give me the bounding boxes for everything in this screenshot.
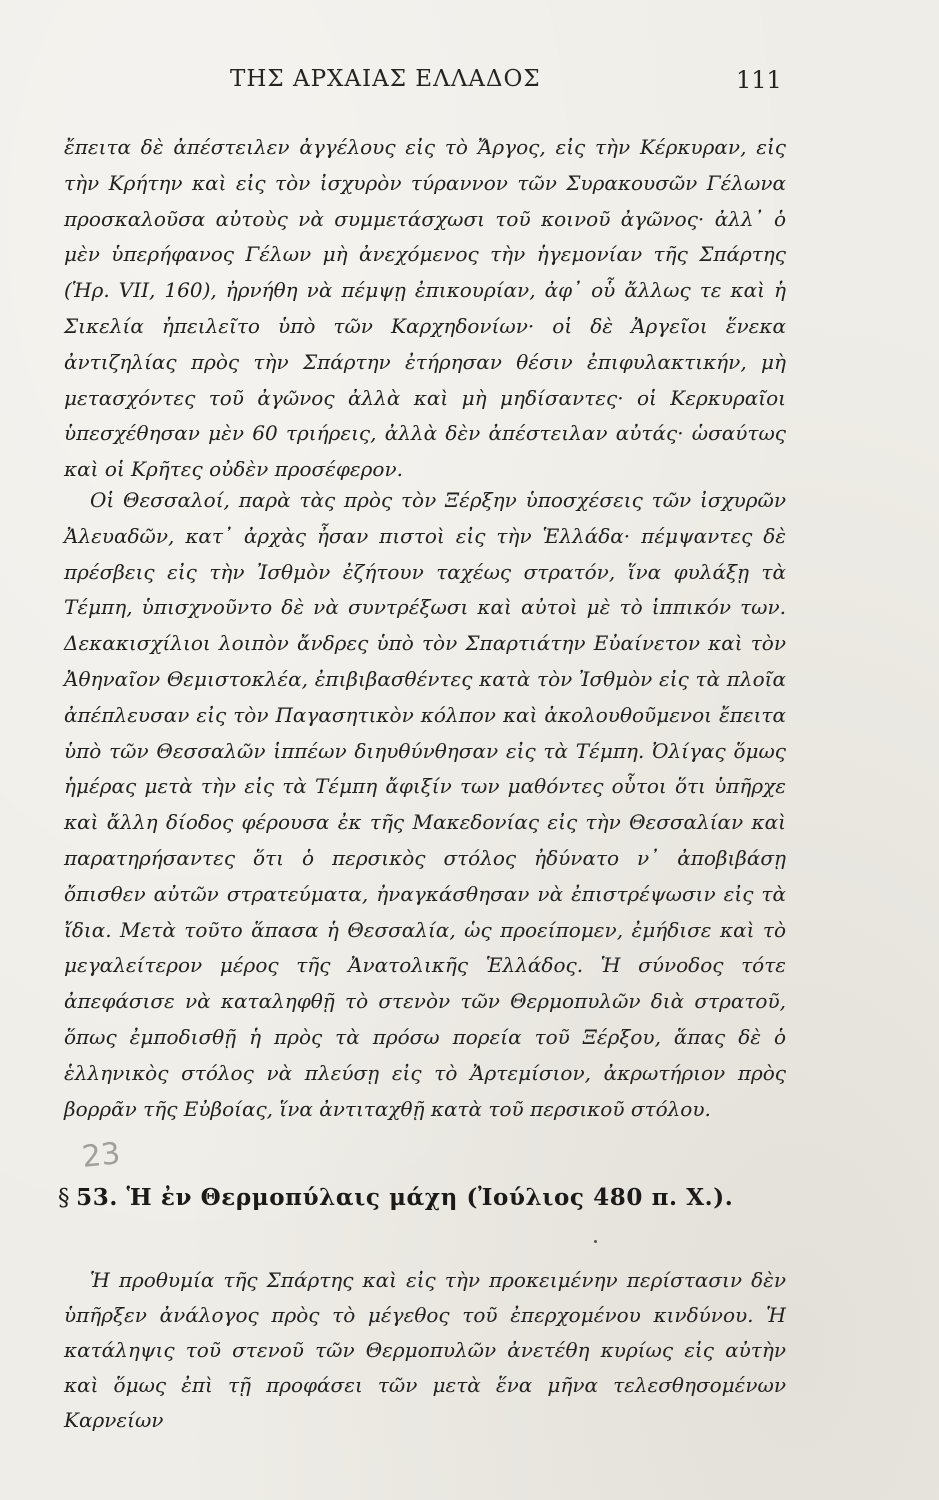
text-block-thessalians (64, 483, 786, 1127)
section-symbol: § (58, 1185, 71, 1211)
section-title: 53. Ἡ ἐν Θερμοπύλαις μάχη (Ἰούλιος 480 π. Χ.). (76, 1184, 734, 1211)
paragraph-thessalians: Οἱ Θεσσαλοί, παρὰ τὰς πρὸς τὸν Ξέρξην ὑποσχέσεις τῶν ἰσχυρῶν Ἀλευαδῶν, κατ᾽ ἀρχὰς ἦσαν πιστοὶ εἰς τὴν Ἑλλάδα· πέμψαντες δὲ πρέσβεις εἰς τὴν Ἰσθμὸν ἐζήτουν ταχέως στρατόν, ἵνα φυλάξῃ τὰ Τέμπη, ὑπισχνοῦντο δὲ νὰ συντρέξωσι καὶ αὐτοὶ μὲ τὸ ἱππικόν των. Δεκακισχίλιοι λοιπὸν ἄνδρες ὑπὸ τὸν Σπαρτιάτην Εὐαίνετον καὶ τὸν Ἀθηναῖον Θεμιστοκλέα, ἐπιβιβασθέντες κατὰ τὸν Ἰσθμὸν εἰς τὰ πλοῖα ἀπέπλευσαν εἰς τὸν Παγασητικὸν κόλπον καὶ ἀκολουθοῦμενοι ἔπειτα ὑπὸ τῶν Θεσσαλῶν ἱππέων διηυθύνθησαν εἰς τὰ Τέμπη. Ὀλίγας ὅμως ἡμέρας μετὰ τὴν εἰς τὰ Τέμπη ἄφιξίν των μαθόντες οὗτοι ὅτι ὑπῆρχε καὶ ἄλλη δίοδος φέρουσα ἐκ τῆς Μακεδονίας εἰς τὴν Θεσσαλίαν καὶ παρατηρήσαντες ὅτι ὁ περσικὸς στόλος ἠδύνατο ν᾽ ἀποβιβάσῃ ὄπισθεν αὐτῶν στρατεύματα, ἠναγκάσθησαν νὰ ἐπιστρέψωσιν εἰς τὰ ἴδια. Μετὰ τοῦτο ἅπασα ἡ Θεσσαλία, ὡς προείπομεν, ἐμήδισε καὶ τὸ μεγαλείτερον μέρος τῆς Ἀνατολικῆς Ἑλλάδος. Ἡ σύνοδος τότε ἀπεφάσισε νὰ καταληφθῇ τὸ στενὸν τῶν Θερμοπυλῶν διὰ στρατοῦ, ὅπως ἐμποδισθῇ ἡ πρὸς τὰ πρόσω πορεία τοῦ Ξέρξου, ἅπας δὲ ὁ ἑλληνικὸς στόλος νὰ πλεύσῃ εἰς τὸ Ἀρτεμίσιον, ἀκρωτήριον πρὸς βορρᾶν τῆς Εὐβοίας, ἵνα ἀντιταχθῇ κατὰ τοῦ περσικοῦ στόλου. (64, 488, 786, 1121)
paragraph-thermopylae: Ἡ προθυμία τῆς Σπάρτης καὶ εἰς τὴν προκειμένην περίστασιν δὲν ὑπῆρξεν ἀνάλογος πρὸς τὸ μέγεθος τοῦ ἐπερχομένου κινδύνου. Ἡ κατάληψις τοῦ στενοῦ τῶν Θερμοπυλῶν ἀνετέθη κυρίως εἰς αὐτὴν καὶ ὅμως ἐπὶ τῇ προφάσει τῶν μετὰ ἕνα μῆνα τελεσθησομένων Καρνείων (64, 1268, 786, 1432)
section-heading (58, 1184, 798, 1211)
ink-dot (594, 1240, 597, 1243)
text-block-thermopylae (64, 1263, 786, 1438)
text-block-continuation (64, 130, 786, 488)
pencil-margin-note: 23 (80, 1136, 122, 1175)
page-number: 111 (736, 66, 782, 94)
running-head (0, 66, 939, 106)
running-title: ΤΗΣ ΑΡΧΑΙΑΣ ΕΛΛΑΔΟΣ (230, 66, 541, 92)
paragraph-envoys: ἔπειτα δὲ ἀπέστειλεν ἀγγέλους εἰς τὸ Ἄργος, εἰς τὴν Κέρκυραν, εἰς τὴν Κρήτην καὶ εἰς τὸν ἰσχυρὸν τύραννον τῶν Συρακουσῶν Γέλωνα προσκαλοῦσα αὐτοὺς νὰ συμμετάσχωσι τοῦ κοινοῦ ἀγῶνος· ἀλλ᾽ ὁ μὲν ὑπερήφανος Γέλων μὴ ἀνεχόμενος τὴν ἡγεμονίαν τῆς Σπάρτης (Ἡρ. VII, 160), ἠρνήθη νὰ πέμψῃ ἐπικουρίαν, ἀφ᾽ οὗ ἄλλως τε καὶ ἡ Σικελία ἠπειλεῖτο ὑπὸ τῶν Καρχηδονίων· οἱ δὲ Ἀργεῖοι ἕνεκα ἀντιζηλίας πρὸς τὴν Σπάρτην ἐτήρησαν θέσιν ἐπιφυλακτικήν, μὴ μετασχόντες τοῦ ἀγῶνος ἀλλὰ καὶ μὴ μηδίσαντες· οἱ Κερκυραῖοι ὑπεσχέθησαν μὲν 60 τριήρεις, ἀλλὰ δὲν ἀπέστειλαν αὐτάς· ὡσαύτως καὶ οἱ Κρῆτες οὐδὲν προσέφερον. (64, 135, 786, 482)
